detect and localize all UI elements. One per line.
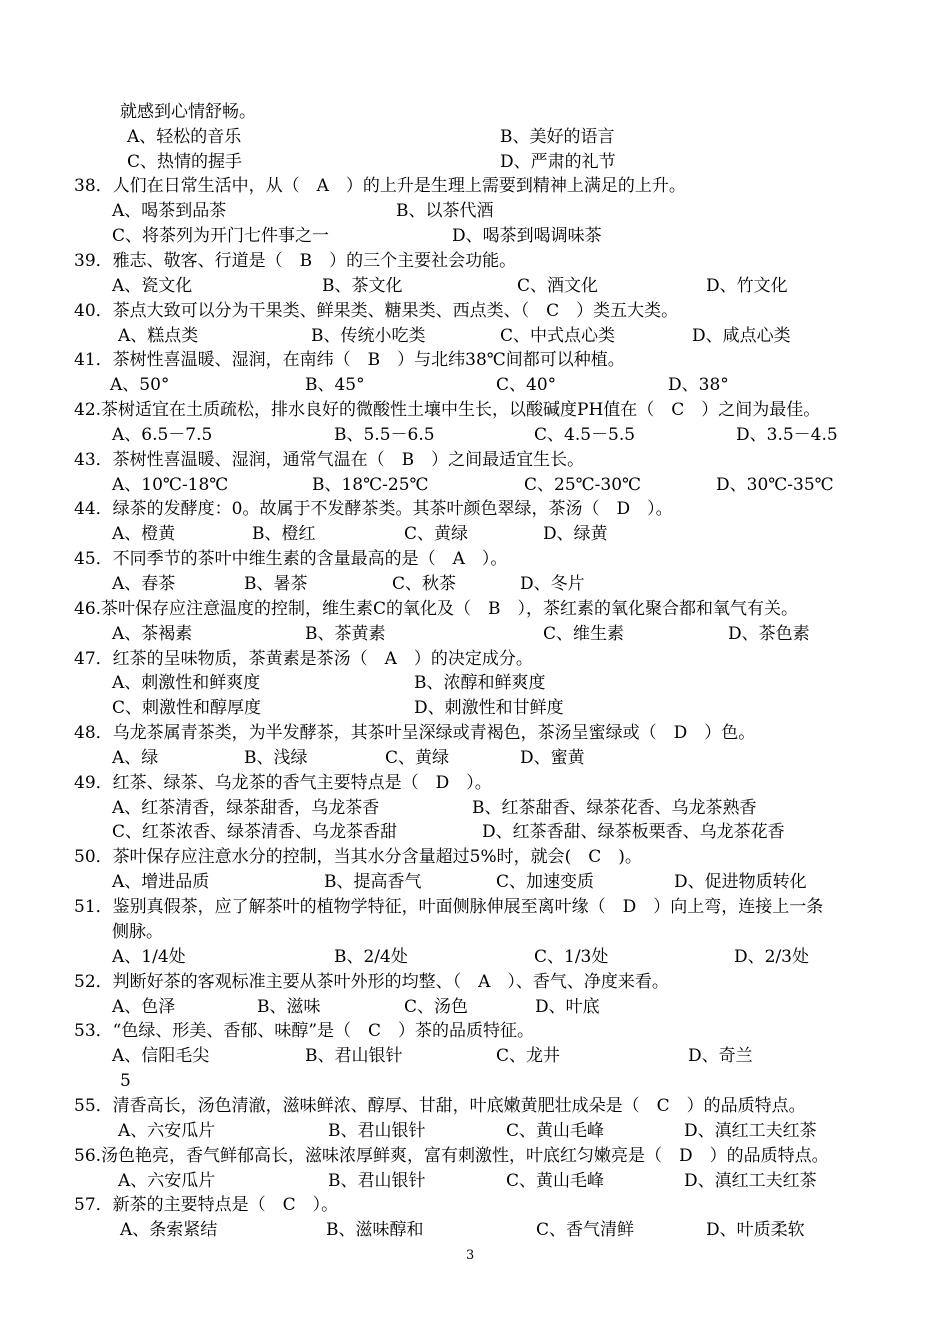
text-line: [0, 895, 950, 920]
answer-option: D、促进物质转化: [674, 872, 807, 892]
question-text: 47．红茶的呈味物质，茶黄素是茶汤（ A ）的决定成分。: [74, 649, 533, 669]
answer-option: D、滇红工夫红茶: [684, 1121, 817, 1141]
text-line: [0, 398, 950, 423]
text-line: [0, 945, 950, 970]
answer-option: B、浅绿: [244, 748, 308, 768]
text-line: [0, 125, 950, 150]
answer-option: D、咸点心类: [692, 326, 791, 346]
answer-option: D、刺激性和甘鲜度: [414, 698, 564, 718]
question-text: 48．乌龙茶属青茶类，为半发酵茶，其茶叶呈深绿或青褐色，茶汤呈蜜绿或（ D ）色。: [74, 723, 756, 743]
answer-option: C、维生素: [543, 624, 625, 644]
answer-option: A、增进品质: [112, 872, 210, 892]
text-line: [0, 423, 950, 448]
answer-option: C、40°: [496, 375, 557, 395]
text-line: [0, 597, 950, 622]
answer-option: D、30℃-35℃: [716, 475, 834, 495]
answer-option: B、茶黄素: [305, 624, 386, 644]
text-line: [0, 150, 950, 175]
question-text: 39．雅志、敬客、行道是（ B ）的三个主要社会功能。: [74, 251, 517, 271]
answer-option: B、浓醇和鲜爽度: [414, 673, 546, 693]
text-line: [0, 920, 950, 945]
text-line: [0, 274, 950, 299]
answer-option: C、1/3处: [534, 947, 609, 967]
answer-option: A、茶褐素: [112, 624, 193, 644]
answer-option: A、糕点类: [118, 326, 199, 346]
answer-option: B、18℃-25℃: [312, 475, 429, 495]
answer-option: A、10℃-18℃: [112, 475, 229, 495]
text-line: [0, 1193, 950, 1218]
answer-option: C、黄绿: [385, 748, 450, 768]
answer-option: A、绿: [112, 748, 159, 768]
text-line: [0, 199, 950, 224]
answer-option: D、叶底: [535, 997, 600, 1017]
answer-option: C、黄绿: [404, 524, 469, 544]
question-text: 侧脉。: [112, 922, 163, 942]
answer-option: D、奇兰: [688, 1046, 753, 1066]
answer-option: C、黄山毛峰: [506, 1171, 605, 1191]
question-text: 5: [120, 1071, 131, 1091]
answer-option: D、喝茶到喝调味茶: [452, 226, 602, 246]
answer-option: C、中式点心类: [500, 326, 616, 346]
text-line: [0, 373, 950, 398]
answer-option: D、3.5－4.5: [736, 425, 838, 445]
question-text: 45．不同季节的茶叶中维生素的含量最高的是（ A ）。: [74, 549, 508, 569]
text-line: [0, 746, 950, 771]
text-line: [0, 671, 950, 696]
answer-option: D、绿黄: [543, 524, 608, 544]
answer-option: B、红茶甜香、绿茶花香、乌龙茶熟香: [472, 798, 757, 818]
question-text: 51．鉴别真假茶，应了解茶叶的植物学特征，叶面侧脉伸展至离叶缘（ D ）向上弯，连接上一条: [74, 897, 824, 917]
text-line: [0, 647, 950, 672]
text-line: [0, 970, 950, 995]
text-line: [0, 497, 950, 522]
text-line: [0, 1144, 950, 1169]
text-line: [0, 1044, 950, 1069]
text-line: [0, 622, 950, 647]
text-line: [0, 796, 950, 821]
answer-option: A、喝茶到品茶: [112, 201, 227, 221]
question-text: 46.茶叶保存应注意温度的控制，维生素C的氧化及（ B ），茶红素的氧化聚合都和氧气有关。: [74, 599, 799, 619]
question-text: 就感到心情舒畅。: [120, 102, 256, 122]
answer-option: B、君山银针: [328, 1171, 426, 1191]
answer-option: A、六安瓜片: [118, 1171, 216, 1191]
answer-option: B、提高香气: [324, 872, 422, 892]
question-text: 41．茶树性喜温暖、湿润，在南纬（ B ）与北纬38℃间都可以种植。: [74, 350, 625, 370]
text-line: [0, 820, 950, 845]
text-line: [0, 448, 950, 473]
text-line: [0, 1169, 950, 1194]
answer-option: A、信阳毛尖: [112, 1046, 210, 1066]
answer-option: B、茶文化: [322, 276, 403, 296]
answer-option: C、香气清鲜: [536, 1220, 635, 1240]
answer-option: A、橙黄: [112, 524, 176, 544]
answer-option: C、4.5－5.5: [534, 425, 636, 445]
question-text: 44．绿茶的发酵度：0。故属于不发酵茶类。其茶叶颜色翠绿，茶汤（ D ）。: [74, 499, 673, 519]
answer-option: B、君山银针: [328, 1121, 426, 1141]
answer-option: A、色泽: [112, 997, 176, 1017]
text-line: [0, 572, 950, 597]
text-line: [0, 771, 950, 796]
question-text: 56.汤色艳亮，香气鲜郁高长，滋味浓厚鲜爽，富有刺激性，叶底红匀嫩亮是（ D ）的品质特点。: [74, 1146, 829, 1166]
page-number: 3: [466, 1248, 475, 1263]
text-line: [0, 1069, 950, 1094]
answer-option: C、酒文化: [517, 276, 599, 296]
question-text: 53．“色绿、形美、香郁、味醇”是（ C ）茶的品质特征。: [74, 1021, 535, 1041]
answer-option: D、2/3处: [734, 947, 809, 967]
answer-option: A、刺激性和鲜爽度: [112, 673, 261, 693]
answer-option: D、竹文化: [706, 276, 788, 296]
answer-option: B、45°: [305, 375, 365, 395]
answer-option: B、君山银针: [305, 1046, 403, 1066]
text-line: [0, 696, 950, 721]
answer-option: A、六安瓜片: [118, 1121, 216, 1141]
answer-option: D、滇红工夫红茶: [684, 1171, 817, 1191]
answer-option: D、严肃的礼节: [500, 152, 616, 172]
answer-option: D、38°: [668, 375, 729, 395]
answer-option: B、橙红: [252, 524, 316, 544]
answer-option: C、汤色: [404, 997, 469, 1017]
question-text: 55．清香高长，汤色清澈，滋味鲜浓、醇厚、甘甜，叶底嫩黄肥壮成朵是（ C ）的品质特点。: [74, 1096, 806, 1116]
answer-option: B、滋味醇和: [326, 1220, 424, 1240]
answer-option: C、秋茶: [392, 574, 457, 594]
question-text: 43．茶树性喜温暖、湿润，通常气温在（ B ）之间最适宜生长。: [74, 450, 585, 470]
answer-option: C、25℃-30℃: [524, 475, 642, 495]
question-text: 50．茶叶保存应注意水分的控制，当其水分含量超过5%时，就会( C )。: [74, 847, 642, 867]
answer-option: A、50°: [110, 375, 170, 395]
answer-option: A、条索紧结: [120, 1220, 218, 1240]
answer-option: D、冬片: [520, 574, 585, 594]
answer-option: B、5.5－6.5: [334, 425, 435, 445]
answer-option: B、滋味: [257, 997, 321, 1017]
answer-option: D、叶质柔软: [706, 1220, 805, 1240]
answer-option: A、6.5－7.5: [112, 425, 213, 445]
text-line: [0, 721, 950, 746]
text-line: [0, 324, 950, 349]
text-line: [0, 100, 950, 125]
question-text: 42.茶树适宜在土质疏松，排水良好的微酸性土壤中生长，以酸碱度PH值在（ C ）之间为最佳。: [74, 400, 821, 420]
text-line: [0, 845, 950, 870]
answer-option: C、加速变质: [496, 872, 595, 892]
answer-option: A、春茶: [112, 574, 176, 594]
answer-option: B、2/4处: [334, 947, 408, 967]
question-text: 40．茶点大致可以分为干果类、鲜果类、糖果类、西点类、（ C ）类五大类。: [74, 301, 679, 321]
text-line: [0, 870, 950, 895]
text-line: [0, 174, 950, 199]
text-line: [0, 299, 950, 324]
answer-option: C、龙井: [496, 1046, 561, 1066]
answer-option: B、以茶代酒: [396, 201, 494, 221]
answer-option: C、将茶列为开门七件事之一: [112, 226, 330, 246]
question-text: 49．红茶、绿茶、乌龙茶的香气主要特点是（ D ）。: [74, 773, 492, 793]
answer-option: A、1/4处: [112, 947, 186, 967]
answer-option: D、红茶香甜、绿茶板栗香、乌龙茶花香: [482, 822, 785, 842]
answer-option: B、传统小吃类: [311, 326, 426, 346]
text-line: [0, 1119, 950, 1144]
answer-option: B、美好的语言: [500, 127, 615, 147]
answer-option: B、暑茶: [244, 574, 308, 594]
question-text: 38．人们在日常生活中，从（ A ）的上升是生理上需要到精神上满足的上升。: [74, 176, 686, 196]
answer-option: D、茶色素: [728, 624, 810, 644]
answer-option: A、红茶清香，绿茶甜香，乌龙茶香: [112, 798, 380, 818]
answer-option: C、刺激性和醇厚度: [112, 698, 262, 718]
answer-option: C、黄山毛峰: [506, 1121, 605, 1141]
question-text: 52．判断好茶的客观标准主要从茶叶外形的均整、（ A ）、香气、净度来看。: [74, 972, 669, 992]
text-line: [0, 1218, 950, 1243]
text-line: [0, 224, 950, 249]
answer-option: C、热情的握手: [127, 152, 243, 172]
question-text: 57．新茶的主要特点是（ C ）。: [74, 1195, 339, 1215]
answer-option: C、红茶浓香、绿茶清香、乌龙茶香甜: [112, 822, 398, 842]
text-line: [0, 522, 950, 547]
text-line: [0, 1019, 950, 1044]
text-line: [0, 1094, 950, 1119]
text-line: [0, 348, 950, 373]
text-line: [0, 547, 950, 572]
answer-option: A、瓷文化: [112, 276, 193, 296]
answer-option: D、蜜黄: [520, 748, 585, 768]
text-line: [0, 249, 950, 274]
text-line: [0, 995, 950, 1020]
answer-option: A、轻松的音乐: [127, 127, 242, 147]
text-line: [0, 473, 950, 498]
